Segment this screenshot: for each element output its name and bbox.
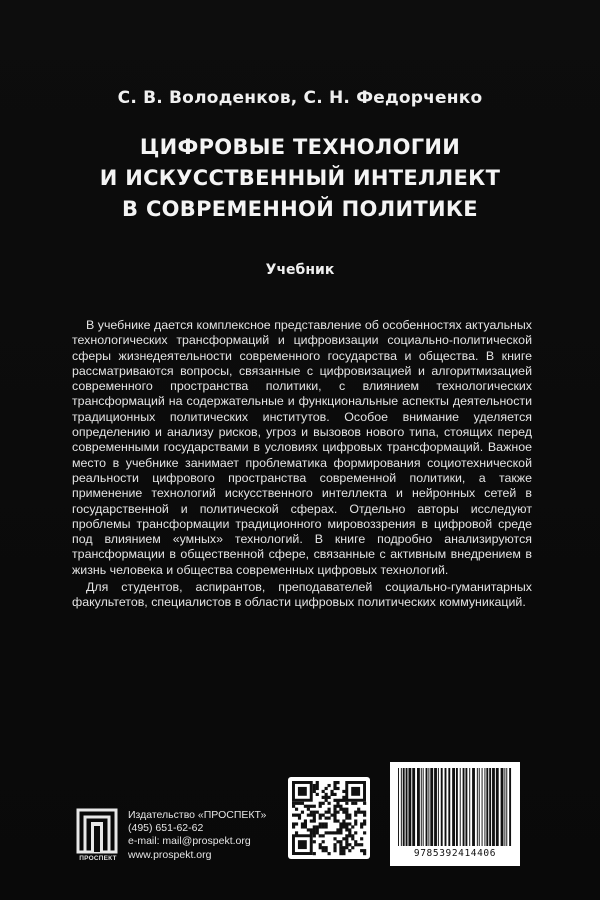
book-type: Учебник xyxy=(265,262,335,278)
publisher-logo-icon xyxy=(76,808,118,854)
authors: С. В. Володенков, С. Н. Федорченко xyxy=(117,88,483,108)
publisher-website: www.prospekt.org xyxy=(128,848,212,861)
title-line-1: ЦИФРОВЫЕ ТЕХНОЛОГИИ xyxy=(139,135,461,159)
book-title xyxy=(0,132,600,225)
logo-caption: ПРОСПЕКТ xyxy=(79,855,117,862)
publisher-phone: (495) 651-62-62 xyxy=(128,822,204,835)
qr-code xyxy=(288,777,370,859)
title-line-2: И ИСКУССТВЕННЫЙ ИНТЕЛЛЕКТ xyxy=(99,166,501,190)
publisher-info xyxy=(128,809,266,862)
publisher-name: Издательство «ПРОСПЕКТ» xyxy=(128,809,267,821)
qr-code-icon xyxy=(288,777,370,859)
annotation-paragraph-1: В учебнике дается комплексное представление об особенностях актуальных технологических трансформаций и цифровизации социально-политической сферы жизнедеятельности современного государства и общества. В книге рассматриваются вопросы, связанные с цифровизацией и алгоритмизацией современного пространства политики, с влиянием технологических трансформаций на содержательные и функциональные аспекты деятельности традиционных политических институтов. Особое внимание уделяется определению и анализу рисков, угроз и вызовов нового типа, стоящих перед современными государствами в условиях цифровых трансформаций. Важное место в учебнике занимает проблематика формирования социотехнической реальности цифрового пространства современной политики, а также применение технологий искусственного интеллекта и нейронных сетей в государственной и политической сферах. Отдельно авторы исследуют проблемы трансформации традиционного мировоззрения в цифровой среде под влиянием «умных» технологий. В книге подробно анализируются трансформации в общественной сфере, связанные с активным внедрением в жизнь человека и общества современных цифровых технологий. xyxy=(72,318,532,577)
annotation xyxy=(72,318,532,611)
publisher-email: e-mail: mail@prospekt.org xyxy=(128,835,251,848)
annotation-paragraph-2: Для студентов, аспирантов, преподавателей социально-гуманитарных факультетов, специалистов в области цифровых политических коммуникаций. xyxy=(72,580,532,610)
title-line-3: В СОВРЕМЕННОЙ ПОЛИТИКЕ xyxy=(122,197,478,221)
isbn-number: 9785392414406 xyxy=(413,848,497,859)
